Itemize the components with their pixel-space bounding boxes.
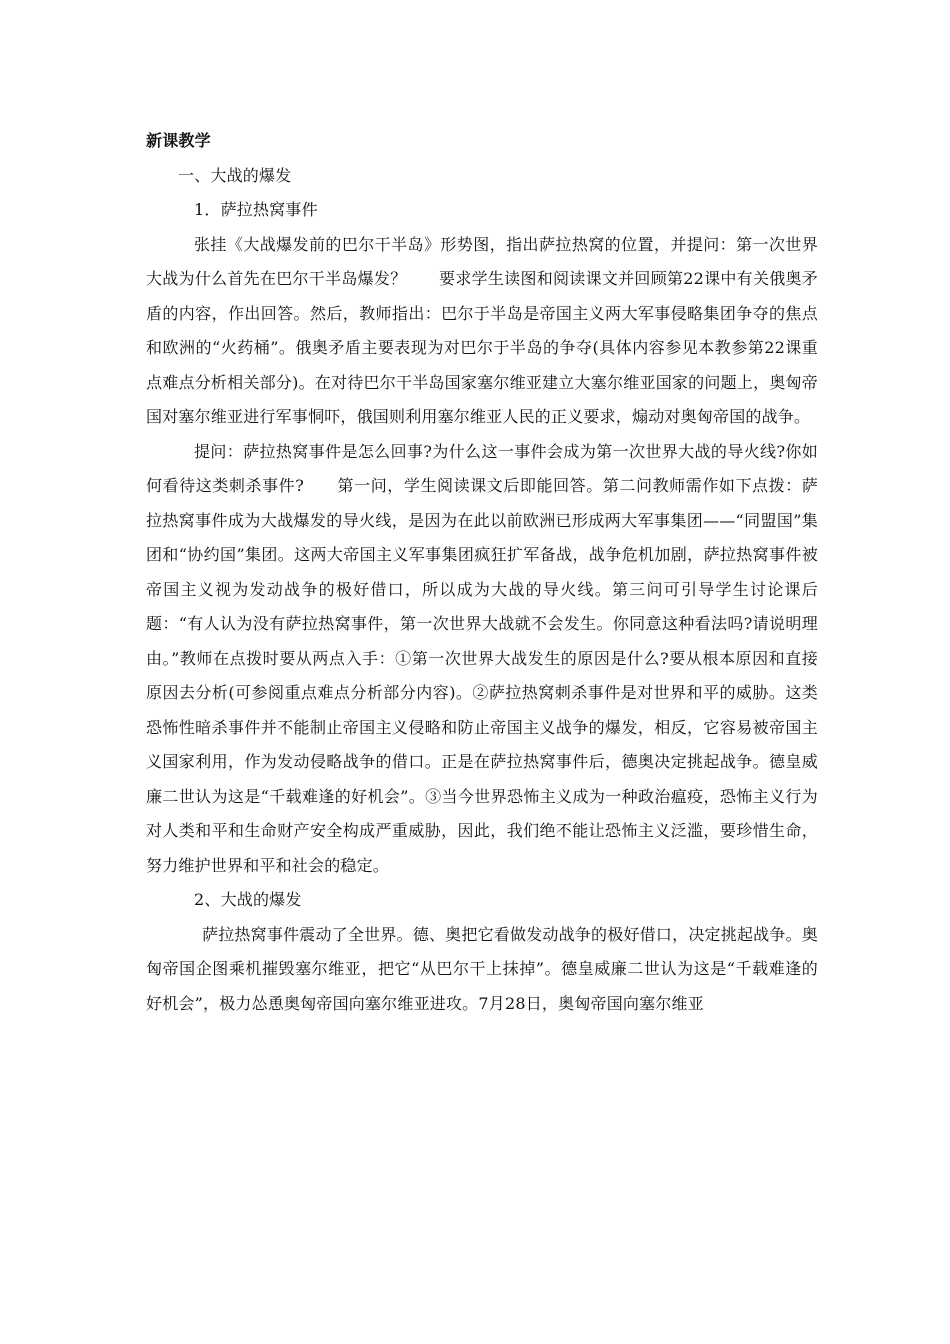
paragraph-sarajevo-questions: 提问：萨拉热窝事件是怎么回事?为什么这一事件会成为第一次世界大战的导火线?你如何看待这类刺杀事件? 第一问，学生阅读课文后即能回答。第二问教师需作如下点拨：萨拉热窝事件成为大战爆发的导火线，是因为在此以前欧洲已形成两大军事集团——“同盟国”集团和“协约国”集团。这两大帝国主义军事集团疯狂扩军备战，战争危机加剧，萨拉热窝事件被帝国主义视为发动战争的极好借口，所以成为大战的导火线。第三问可引导学生讨论课后题：“有人认为没有萨拉热窝事件，第一次世界大战就不会发生。你同意这种看法吗?请说明理由。”教师在点拨时要从两点入手：①第一次世界大战发生的原因是什么?要从根本原因和直接原因去分析(可参阅重点难点分析部分内容)。②萨拉热窝刺杀事件是对世界和平的威胁。这类恐怖性暗杀事件并不能制止帝国主义侵略和防止帝国主义战争的爆发，相反，它容易被帝国主义国家利用，作为发动侵略战争的借口。正是在萨拉热窝事件后，德奥决定挑起战争。德皇威廉二世认为这是“千载难逢的好机会”。③当今世界恐怖主义成为一种政治瘟疫，恐怖主义行为对人类和平和生命财产安全构成严重威胁，因此，我们绝不能让恐怖主义泛滥，要珍惜生命，努力维护世界和平和社会的稳定。 bbox=[146, 441, 818, 875]
paragraph-war-outbreak: 萨拉热窝事件震动了全世界。德、奥把它看做发动战争的极好借口，决定挑起战争。奥匈帝国企图乘机摧毁塞尔维亚，把它“从巴尔干上抹掉”。德皇威廉二世认为这是“千载难逢的好机会”，极力怂恿奥匈帝国向塞尔维亚进攻。7月28日，奥匈帝国向塞尔维亚 bbox=[146, 924, 818, 1013]
paragraph-balkan-map: 张挂《大战爆发前的巴尔干半岛》形势图，指出萨拉热窝的位置，并提问：第一次世界大战为什么首先在巴尔干半岛爆发？ 要求学生读图和阅读课文并回顾第22课中有关俄奥矛盾的内容，作出回答。然后，教师指出：巴尔于半岛是帝国主义两大军事侵略集团争夺的焦点和欧洲的“火药桶”。俄奥矛盾主要表现为对巴尔于半岛的争夺(具体内容参见本教参第22课重点难点分析相关部分)。在对待巴尔干半岛国家塞尔维亚建立大塞尔维亚国家的问题上，奥匈帝国对塞尔维亚进行军事恫吓，俄国则利用塞尔维亚人民的正义要求，煽动对奥匈帝国的战争。 bbox=[146, 234, 818, 426]
section-heading: 一、大战的爆发 bbox=[178, 165, 292, 185]
document-body bbox=[146, 124, 818, 1021]
lesson-title: 新课教学 bbox=[146, 131, 211, 150]
subsection-heading-outbreak: 2、大战的爆发 bbox=[194, 890, 302, 909]
subsection-heading-sarajevo: 1．萨拉热窝事件 bbox=[194, 200, 318, 219]
